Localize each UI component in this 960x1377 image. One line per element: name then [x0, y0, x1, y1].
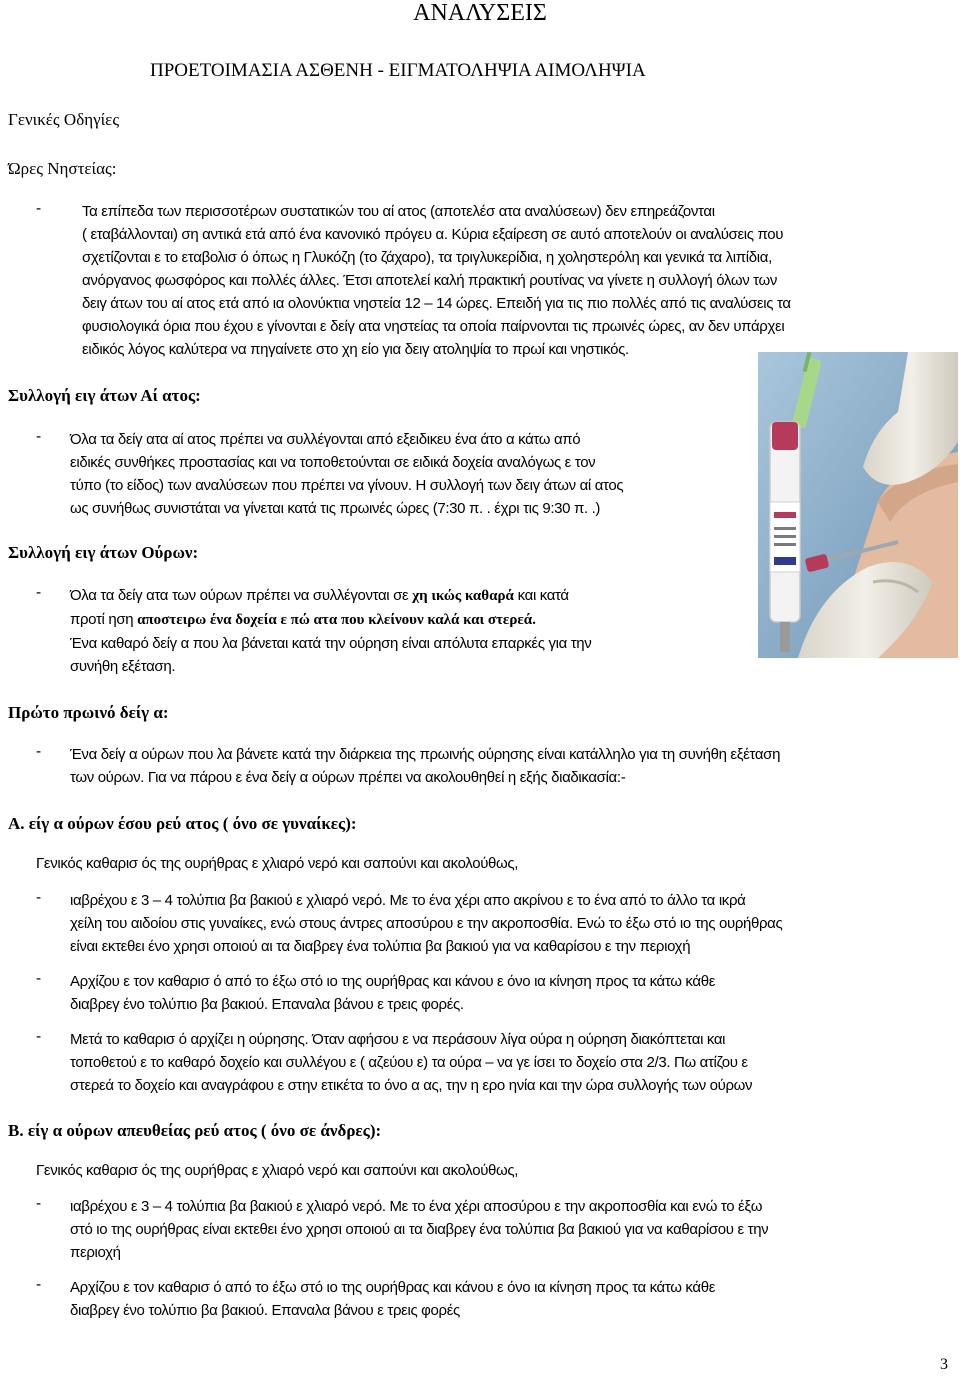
text-line: περιοχή	[70, 1244, 121, 1261]
text-line: Τα επίπεδα των περισσοτέρων συστατικών του αί ατος (αποτελέσ ατα αναλύσεων) δεν επηρεάζονται	[82, 203, 715, 220]
text-line: είναι εκτεθει ένο χρησι οποιού αι τα διαβρεγ ένα τολύπια βα βακιού για να καθαρίσου ε την περιοχή	[70, 938, 691, 955]
blood-tube-illustration	[758, 352, 958, 658]
bullet-dash: -	[36, 200, 42, 217]
text-line: ιαβρέχου ε 3 – 4 τολύπια βα βακιού ε χλιαρό νερό. Με το ένα χέρι απο ακρίνου ε το ένα από το άλλο τα ικρά	[70, 892, 746, 909]
blood-collection-photo	[758, 352, 958, 658]
text-line: συνήθη εξέταση.	[70, 658, 176, 675]
text-line: διαβρεγ ένο τολύπιο βα βακιού. Επαναλα βάνου ε τρεις φορές.	[70, 996, 464, 1013]
emphasis-text: αποστειρω ένα δοχεία ε πώ ατα που κλείνουν καλά και στερεά.	[137, 612, 536, 628]
text-line	[70, 584, 591, 608]
text-line: χείλη του αιδοίου στις γυναίκες, ενώ στους άντρες αποσύρου ε την ακροποσθία. Ενώ το έξω στό ιο της ουρήθρας	[70, 915, 783, 932]
bullet-dash: -	[36, 970, 42, 987]
section-a-heading: Α. είγ α ούρων έσου ρεύ ατος ( όνο σε γυναίκες):	[8, 814, 357, 833]
text-line: ανόργανος φωσφόρος και πολλές άλλες. Έτσι αποτελεί καλή πρακτική ρουτίνας να γίνετε η συλλογή όλων των	[82, 272, 778, 289]
text-line: δειγ άτων του αί ατος ετά από ια ολονύκτια νηστεία 12 – 14 ώρες. Επειδή για τις πιο πολλές από τις αναλύσεις τα	[82, 295, 791, 312]
text-line: ειδικές συνθήκες προστασίας και να τοποθετούνται σε ειδικά δοχεία αναλόγως ε τον	[70, 454, 596, 471]
fasting-hours-heading: Ώρες Νηστείας:	[8, 159, 117, 178]
text-line: των ούρων. Για να πάρου ε ένα δείγ α ούρων πρέπει να ακολουθηθεί η εξής διαδικασία:-	[70, 769, 626, 786]
text-line: διαβρεγ ένο τολύπιο βα βακιού. Επαναλα βάνου ε τρεις φορές	[70, 1302, 460, 1319]
bullet-dash: -	[36, 584, 42, 601]
text-line	[70, 608, 591, 632]
section-a-intro: Γενικός καθαρισ ός της ουρήθρας ε χλιαρό νερό και σαπούνι και ακολούθως,	[36, 855, 519, 872]
section-a-item	[70, 970, 715, 1016]
text-line: στό ιο της ουρήθρας είναι εκτεθει ένο χρησι οποιού αι τα διαβρεγ ένα τολύπια βα βακιού για να καθαρίσου ε την	[70, 1221, 769, 1238]
emphasis-text: χη ικώς καθαρά	[412, 588, 514, 604]
section-b-heading: Β. είγ α ούρων απευθείας ρεύ ατος ( όνο σε άνδρες):	[8, 1121, 382, 1140]
text-line: Μετά το καθαρισ ό αρχίζει η ούρησης. Όταν αφήσου ε να περάσουν λίγα ούρα η ούρηση διακόπτεται και	[70, 1031, 726, 1048]
text-span: Όλα τα δείγ ατα των ούρων πρέπει να συλλέγονται σε	[70, 587, 413, 604]
text-line: Αρχίζου ε τον καθαρισ ό από το έξω στό ιο της ουρήθρας και κάνου ε όνο ια κίνηση προς τα κάτω κάθε	[70, 973, 716, 990]
text-line: Ένα δείγ α ούρων που λα βάνετε κατά την διάρκεια της πρωινής ούρησης είναι κατάλληλο για τη συνήθη εξέταση	[70, 746, 781, 763]
text-line: ειδικός λόγος καλύτερα να πηγαίνετε στο χη είο για δειγ ατοληψία το πρωί και νηστικός.	[82, 341, 629, 358]
text-span: και κατά	[513, 587, 569, 604]
section-a-item	[70, 1028, 752, 1097]
text-line: ( εταβάλλονται) ση αντικά ετά από ένα κανονικό πρόγευ α. Κύρια εξαίρεση σε αυτό αποτελούν οι αναλύσεις που	[82, 226, 784, 243]
text-span: προτί ηση	[70, 611, 138, 628]
bullet-dash: -	[36, 428, 42, 445]
text-line: τύπο (το είδος) των αναλύσεων που πρέπει να γίνουν. Η συλλογή των δειγ άτων αί ατος	[70, 477, 624, 494]
text-line: στερεά το δοχείο και αναγράφου ε στην ετικέτα το όνο α ας, την η ερο ηνία και την ώρα συλλογής των ούρων	[70, 1077, 753, 1094]
bullet-dash: -	[36, 1195, 42, 1212]
general-instructions-heading: Γενικές Οδηγίες	[8, 110, 120, 129]
bullet-dash: -	[36, 1276, 42, 1293]
section-b-item	[70, 1276, 715, 1322]
text-line: Ένα καθαρό δείγ α που λα βάνεται κατά την ούρηση είναι απόλυτα επαρκές για την	[70, 635, 592, 652]
bullet-dash: -	[36, 1028, 42, 1045]
section-b-intro: Γενικός καθαρισ ός της ουρήθρας ε χλιαρό νερό και σαπούνι και ακολούθως,	[36, 1162, 519, 1179]
text-line: ιαβρέχου ε 3 – 4 τολύπια βα βακιού ε χλιαρό νερό. Με το ένα χέρι αποσύρου ε την ακροποσθία και ενώ το έξω	[70, 1198, 763, 1215]
text-line: Αρχίζου ε τον καθαρισ ό από το έξω στό ιο της ουρήθρας και κάνου ε όνο ια κίνηση προς τα κάτω κάθε	[70, 1279, 716, 1296]
bullet-dash: -	[36, 743, 42, 760]
urine-collection-heading: Συλλογή ειγ άτων Ούρων:	[8, 543, 199, 562]
text-line: σχετίζονται ε το εταβολισ ό όπως η Γλυκόζη (το ζάχαρο), τα τριγλυκερίδια, η χοληστερόλη και γενικά τα λιπίδια,	[82, 249, 772, 266]
bullet-dash: -	[36, 889, 42, 906]
page-subtitle: ΠΡΟΕΤΟΙΜΑΣΙΑ ΑΣΘΕΝΗ - ΕΙΓΜΑΤΟΛΗΨΙΑ ΑΙΜΟΛΗΨΙΑ	[150, 60, 646, 81]
text-line: ως συνήθως συνιστάται να γίνεται κατά τις πρωινές ώρες (7:30 π. . έχρι τις 9:30 π. .)	[70, 500, 601, 517]
section-b-item	[70, 1195, 768, 1264]
first-morning-heading: Πρώτο πρωινό δείγ α:	[8, 703, 169, 722]
blood-collection-heading: Συλλογή ειγ άτων Αί ατος:	[8, 386, 201, 405]
section-a-item	[70, 889, 782, 958]
page-title: ΑΝΑΛΥΣΕΙΣ	[413, 0, 547, 26]
page-number: 3	[940, 1356, 948, 1373]
fasting-paragraph	[82, 200, 791, 361]
blood-paragraph	[70, 428, 623, 520]
text-line: φυσιολογικά όρια που έχου ε γίνονται ε δείγ ατα νηστείας τα οποία παίρνονται τις πρωινές ώρες, αν δεν υπάρχει	[82, 318, 785, 335]
text-line: τοποθετού ε το καθαρό δοχείο και συλλέγου ε ( αζεύου ε) τα ούρα – να γε ίσει το δοχείο στα 2/3. Πω ατίζου ε	[70, 1054, 748, 1071]
text-line: Όλα τα δείγ ατα αί ατος πρέπει να συλλέγονται από εξειδικευ ένα άτο α κάτω από	[70, 431, 581, 448]
first-morning-paragraph	[70, 743, 780, 789]
urine-paragraph	[70, 584, 591, 678]
